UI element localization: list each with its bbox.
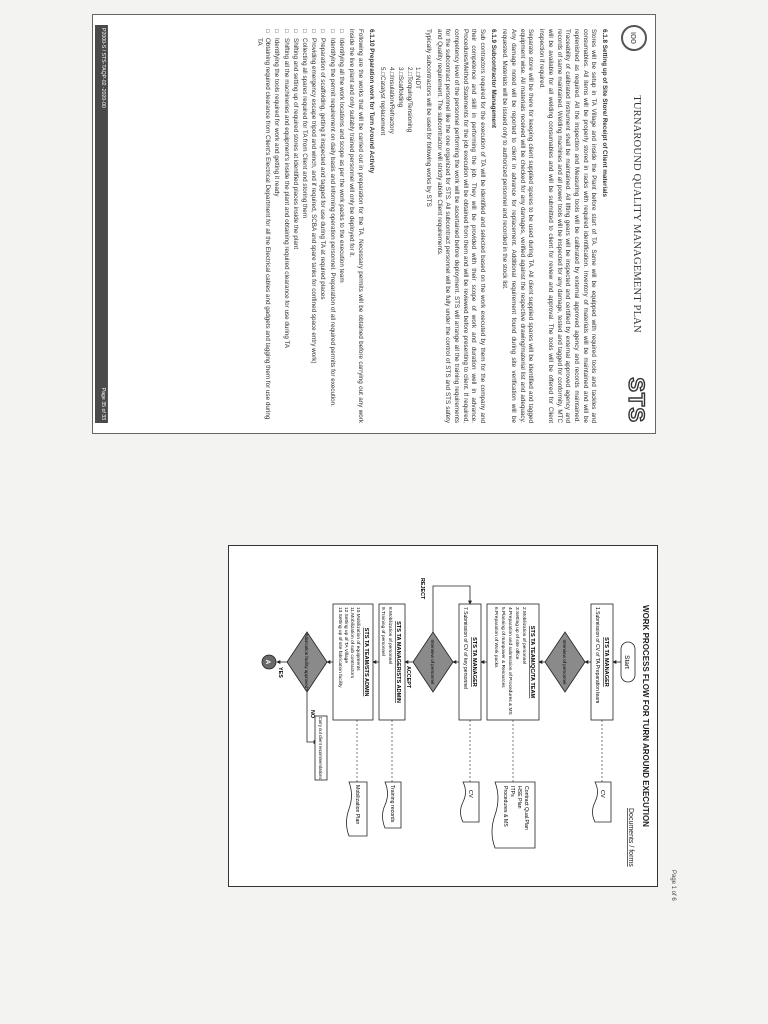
box4-role: STS TA MANAGER/STS ADMIN [395,621,401,703]
section-paragraph: Sub contractors required for the execution of TA will be identified and selected based on the work executed by them for the company and their competence and skill in performing the job. They will be provided with their scope of work and duration well in advance. Procedures/Method Statements for the job execution will be obtained from them and will be reviewed before presenting to client. If required, competency level of the personnel performing the work will be ascertained before deployment. STS will arrange all the training requirements for the subcontract personnel like the one organized for STS. All subcontract personnel will be fully under the control of STS and STS safety and Quality requirement. The subcontractor will strictly abide Client requirements. [435,29,487,423]
sts-logo: STS [624,377,649,423]
document-content [93,15,655,433]
document-shape-1 [593,782,612,822]
section-heading: 6.1.10 Preparation work for Turn Around Activity [367,29,375,174]
box2-item: 2.Mobilization of personnel [521,607,526,665]
doc2-line: Contract Qual.Plan [523,786,529,830]
document-footer [95,25,108,423]
document-header [611,15,655,433]
section-paragraph: Following are the works that will be carried out in preparation for the TA. Necessary permits will be obtained before carrying out any work inside the live plant and only suitably trained personnel will only be deployed for it. [348,29,365,423]
doc5-label: Mobilization Plan [354,785,360,825]
doc1-label: CV [599,790,605,798]
section-paragraph: Stores will be setup in TA Village and inside the Plant before start of TA. Same will be equipped with required tools and tackles and consumables. All items will be properly stored in racks with required identification. Inventory of materials will be maintained and will be replenished as required. All the inspection and Measuring tools will be calibrated by external approved agency and records maintained. Traceability of calibrated instrument shall be maintained. All lifting gears will be inspected and certified by external approved agency and records of same maintained. Welding machines and all power tools will be inspected for any damage, tested and tagged for conformity. MTC will be available for all welding consumables and will be submitted to client for review and approval. The tools will be offered for Client inspection if required. [538,29,598,423]
box5-item: 10.Mobilization of equipments [355,607,360,671]
flowchart-title: WORK PROCESS FLOW FOR TURN AROUND EXECUTION [641,605,650,827]
box3-role: STS TA MANAGER [471,637,477,687]
list-item: □ Identifying the permit requirement on daily basis and informing operation personnel. Preparation of all required permits for execution. [327,29,336,423]
box2-item: 6.Preparation of Work packs [493,607,498,668]
box5-item: 12.Setting up of TA Village [343,607,348,664]
box1-item: 1.Submission of CV of TA Preparation team [594,607,600,704]
box5-item: 11.Mobilization of sub contractors [349,607,354,679]
accept-label: ACCEPT [405,666,411,689]
footer-doc-number: P2000-S / STS-TAQP-02 -2020-00 [100,28,106,108]
list-item: 3.□Scaffolding [396,67,404,108]
box5-item: 13.Setting up of site fabrication facility [337,607,342,688]
section-heading: 6.1.8 Setting up of Site Store/ Receipt of Client materials [601,29,608,197]
section-heading: 6.1.9 Subcontractor Management [489,29,497,129]
reject-label: REJECT [419,578,425,600]
box4-item: 9.Training of personnel [380,607,385,656]
doc2-line: ITPs [509,786,515,797]
box2-item: 4.Preparation and submission of Procedures & MS [507,607,512,715]
decision2-label: Interview of personnel [430,639,435,685]
preparation-work-list [254,29,345,423]
list-item: 1.□NDT [414,67,422,89]
connector-label: A [264,659,271,665]
flowchart-page [228,545,658,887]
list-item: 4.□Insulation/Refractory [388,67,396,134]
document-page [92,14,656,434]
box4-item: 8.Mobilization of personnel [387,607,392,665]
document-body [253,29,611,423]
list-item: □ Identifying the tools required for work and getting it ready [272,29,281,423]
footer-page-number: Page 35 of 33 [100,387,106,420]
doc4-label: Training records [389,785,395,823]
document-title: TURNAROUND QUALITY MANAGEMENT PLAN [631,95,642,333]
list-item: □ Collecting all spares required for TA from Client and storing them [299,29,308,423]
box2-item: 5.Planning of manpower & Resources [500,607,505,688]
doc3-label: CV [467,790,473,798]
box5-role: STS TA TEAM/STS ADMIN [363,627,369,697]
list-item: □ Providing emergency escape tripod and winch, and if required, SCBA and spare tanks for confined space entry work) [309,29,318,423]
list-item: □ Obtaining required clearance from Client's Electrical Department for all the Electrical cables and gadgets and tagging them for use during TA [254,29,271,423]
start-label: Start [623,655,630,669]
section-paragraph: Typically subcontractors will be used for following works by STS [424,29,432,207]
subcontract-work-list [378,67,421,423]
yes-label: YES [277,667,283,678]
flowchart-diagram [229,546,657,886]
carry-out-label: Carry out client recommendations [318,716,323,780]
doc2-line: Procedures & MS [502,786,508,827]
list-item: 5.□Catalyst replacement [379,67,387,136]
company-logo-left: ιοο [621,25,647,51]
decision3-label: Fabrication facility approved? [304,633,309,691]
list-item: □ Identifying all the work locations and scope as per the work packs to the execution team [336,29,345,423]
documents-forms-header: Documents / forms [627,808,634,867]
list-item: □ Shifting all the machineries and equipment's inside the plant and obtaining required clearance for use during TA [281,29,290,423]
box1-role: STS TA MANAGER [603,637,609,687]
box2-role: STS TA TEAM/QC/TA TEAM [529,625,535,699]
document-shape-3 [461,782,480,822]
no-label: NO [309,710,315,719]
decision1-label: Interview of personnel [562,639,567,685]
section-paragraph: Separate store will be there for keeping client supplied spares to be used during TA. All client supplied spares will be identified and tagged equipment wise. All materials received will be checked for any damages, verified against the respective drawing/material list and adequacy. Any damage noted will be reported to client in advance for replacement. Additional requirement found during site verification will be requested. Materials will be issued only to authorized personnel and recorded in the stock list. [501,29,535,423]
box3-item: 7.Submission of CV of key personnel [462,607,468,689]
box2-item: 3.Setting up of site office [514,607,519,660]
doc2-line: HSE Plan [516,786,522,809]
list-item: □ Shifting and setting up of required stores at identified places inside the plant [290,29,299,423]
page-number: Page 1 of 6 [670,870,676,901]
list-item: □ Preparation of scaffolding, getting it inspected and tagged for use during TA at required places [318,29,327,423]
list-item: 2.□Torquing/Tensioning [405,67,413,133]
